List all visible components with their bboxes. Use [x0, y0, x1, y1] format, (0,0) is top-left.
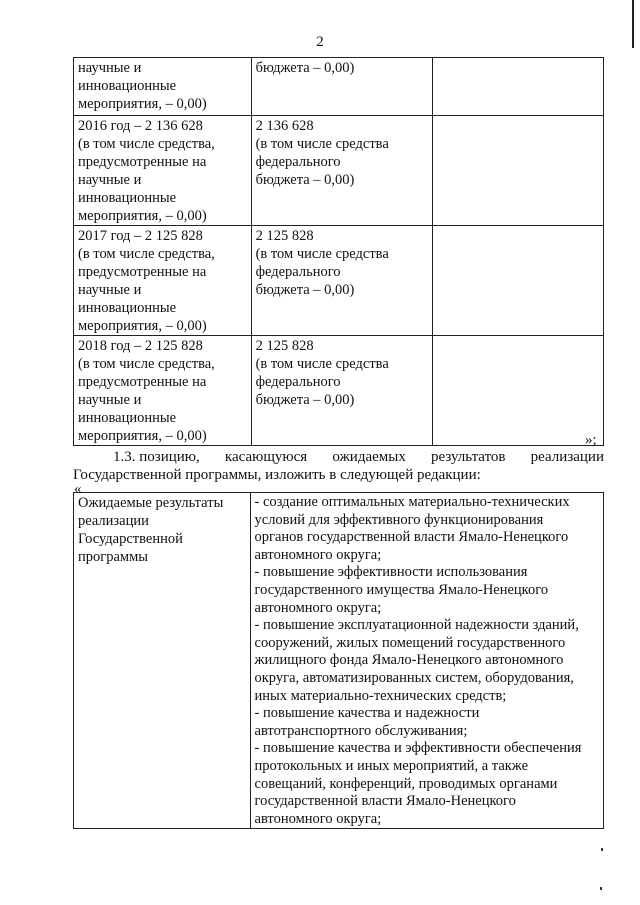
table-cell: научные и инновационные мероприятия, – 0,00): [74, 58, 252, 116]
table-cell: 2017 год – 2 125 828 (в том числе средства, предусмотренные на научные и инновационные мероприятия, – 0,00): [74, 226, 252, 336]
page-number: 2: [316, 34, 324, 50]
paragraph-word: 1.3. позицию,: [113, 449, 200, 465]
table-row: [74, 493, 604, 829]
paragraph-second-line: Государственной программы, изложить в следующей редакции:: [73, 467, 481, 483]
table-cell: [432, 336, 604, 446]
paragraph-word: результатов: [431, 449, 506, 465]
closing-quote: »;: [585, 432, 597, 448]
table-cell: 2016 год – 2 136 628 (в том числе средства, предусмотренные на научные и инновационные мероприятия, – 0,00): [74, 116, 252, 226]
opening-quote: «: [74, 481, 82, 497]
table-cell: 2018 год – 2 125 828 (в том числе средства, предусмотренные на научные и инновационные мероприятия, – 0,00): [74, 336, 252, 446]
table-row: [74, 58, 604, 116]
table-row: [74, 336, 604, 446]
table-cell: [432, 116, 604, 226]
table-cell: бюджета – 0,00): [251, 58, 432, 116]
results-content-cell: - создание оптимальных материально-технических условий для эффективного функционирования органов государственной власти Ямало-Ненецкого автономного округа; - повышение эффективности использования государственного имущества Ямало-Ненецкого автономного округа; - повышение эксплуатационной надежности зданий, сооружений, жилых помещений государственного жилищного фонда Ямало-Ненецкого автономного округа, автоматизированных систем, оборудования, иных материально-технических средств; - повышение качества и надежности автотранспортного обслуживания; - повышение качества и эффективности обеспечения протокольных и иных мероприятий, а также совещаний, конференций, проводимых органами государственной власти Ямало-Ненецкого автономного округа;: [250, 493, 603, 829]
scan-speck: [601, 848, 603, 851]
table-row: [74, 116, 604, 226]
scan-edge-line: [632, 0, 634, 48]
table-cell: [432, 226, 604, 336]
table-cell: 2 125 828 (в том числе средства федерального бюджета – 0,00): [251, 226, 432, 336]
table-cell: 2 125 828 (в том числе средства федерального бюджета – 0,00): [251, 336, 432, 446]
results-label-cell: Ожидаемые результаты реализации Государственной программы: [74, 493, 251, 829]
table-cell: 2 136 628 (в том числе средства федерального бюджета – 0,00): [251, 116, 432, 226]
table-row: [74, 226, 604, 336]
results-table: [73, 492, 604, 829]
funding-table: [73, 57, 604, 446]
amendment-paragraph: [73, 448, 604, 484]
paragraph-word: реализации: [530, 449, 604, 465]
table-cell: [432, 58, 604, 116]
paragraph-first-line: [73, 448, 604, 466]
scan-speck: [600, 887, 602, 890]
paragraph-word: касающуюся: [224, 449, 308, 465]
paragraph-word: ожидаемых: [332, 449, 406, 465]
